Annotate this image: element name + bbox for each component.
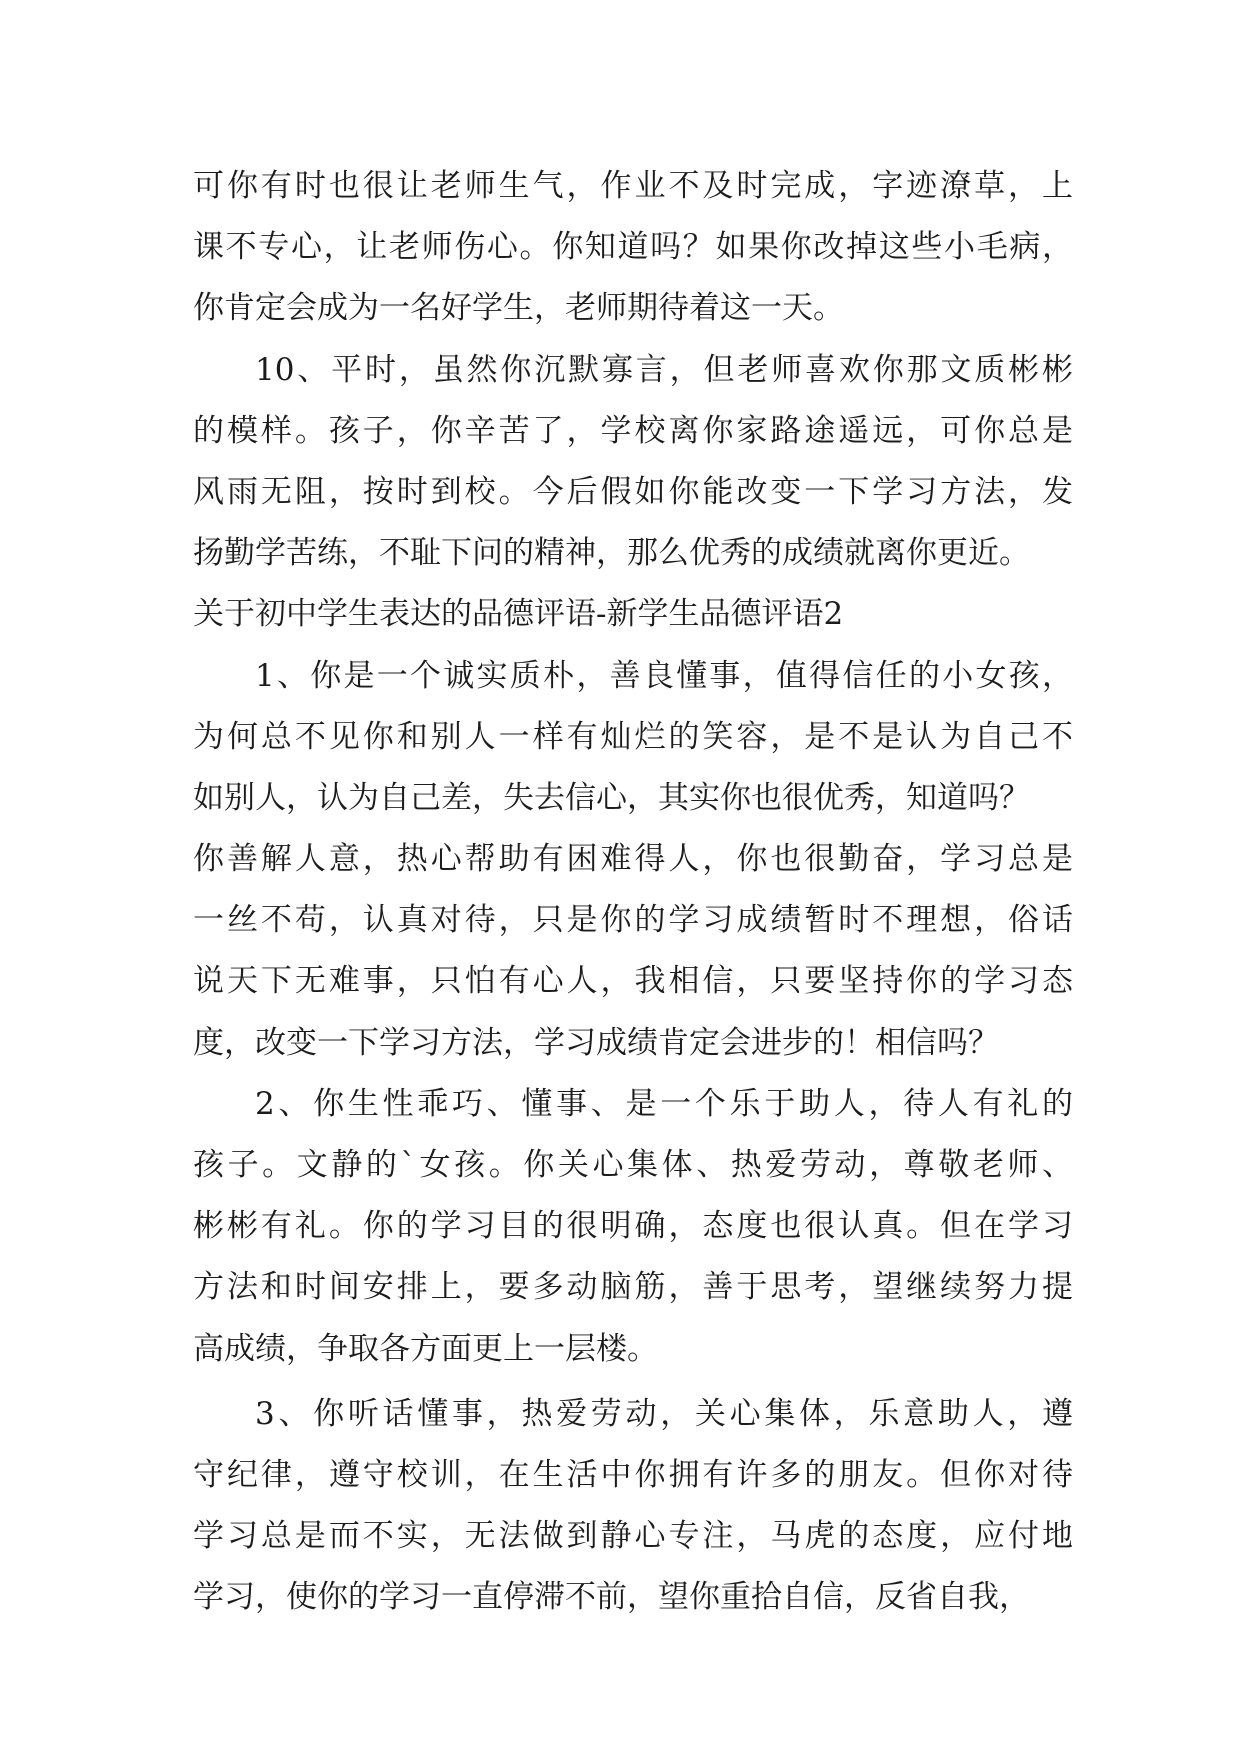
text-line: 彬彬有礼。你的学习目的很明确，态度也很认真。但在学习 xyxy=(193,1208,1073,1245)
text-line: 扬勤学苦练，不耻下问的精神，那么优秀的成绩就离你更近。 xyxy=(193,535,1030,572)
paragraph-start-line: 2、你生性乖巧、懂事、是一个乐于助人，待人有礼的 xyxy=(255,1085,1073,1122)
text-line: 高成绩，争取各方面更上一层楼。 xyxy=(193,1330,658,1367)
paragraph-start-line: 10、平时，虽然你沉默寡言，但老师喜欢你那文质彬彬 xyxy=(255,351,1073,388)
text-line: 孩子。文静的`女孩。你关心集体、热爱劳动，尊敬老师、 xyxy=(193,1147,1073,1183)
section-heading: 关于初中学生表达的品德评语-新学生品德评语2 xyxy=(193,596,844,633)
text-line: 如别人，认为自己差，失去信心，其实你也很优秀，知道吗？ xyxy=(193,779,1030,816)
text-line: 一丝不苟，认真对待，只是你的学习成绩暂时不理想，俗话 xyxy=(193,902,1073,939)
text-line: 的模样。孩子，你辛苦了，学校离你家路途遥远，可你总是 xyxy=(193,412,1073,449)
text-line: 守纪律，遵守校训，在生活中你拥有许多的朋友。但你对待 xyxy=(193,1456,1073,1493)
text-line: 风雨无阻，按时到校。今后假如你能改变一下学习方法，发 xyxy=(193,473,1073,510)
text-line: 你肯定会成为一名好学生，老师期待着这一天。 xyxy=(193,290,844,327)
text-line: 学习总是而不实，无法做到静心专注，马虎的态度，应付地 xyxy=(193,1518,1073,1555)
text-line: 课不专心，让老师伤心。你知道吗？如果你改掉这些小毛病， xyxy=(193,229,1073,266)
text-line: 可你有时也很让老师生气，作业不及时完成，字迹潦草，上 xyxy=(193,168,1073,204)
text-line: 度，改变一下学习方法，学习成绩肯定会进步的！相信吗？ xyxy=(193,1024,999,1061)
paragraph-start-line: 1、你是一个诚实质朴，善良懂事，值得信任的小女孩， xyxy=(255,657,1073,694)
paragraph-start-line: 3、你听话懂事，热爱劳动，关心集体，乐意助人，遵 xyxy=(255,1395,1073,1432)
text-line: 为何总不见你和别人一样有灿烂的笑容，是不是认为自己不 xyxy=(193,718,1073,755)
text-line: 说天下无难事，只怕有心人，我相信，只要坚持你的学习态 xyxy=(193,963,1073,1000)
document-body xyxy=(193,156,1073,1629)
text-line: 方法和时间安排上，要多动脑筋，善于思考，望继续努力提 xyxy=(193,1269,1073,1306)
text-line: 学习，使你的学习一直停滞不前，望你重拾自信，反省自我， xyxy=(193,1579,1030,1616)
text-line: 你善解人意，热心帮助有困难得人，你也很勤奋，学习总是 xyxy=(193,841,1073,878)
